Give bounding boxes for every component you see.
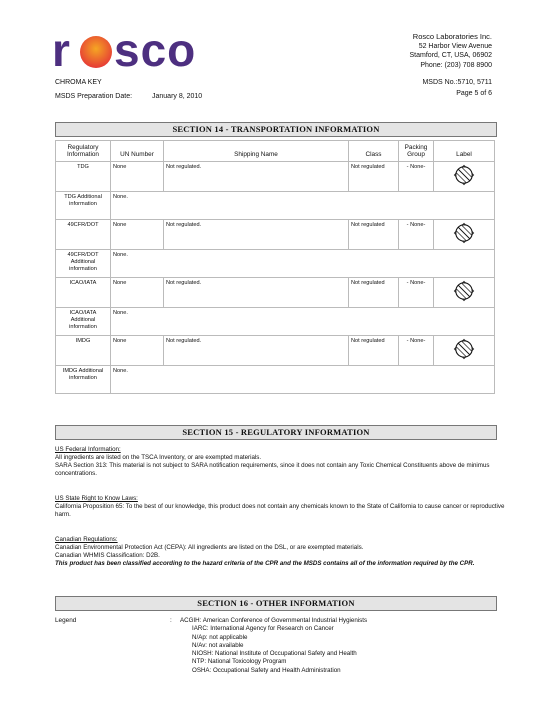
packing-group: - None-	[399, 278, 434, 308]
reg-name: 49CFR/DOT	[56, 220, 111, 250]
additional-info-value: None.	[111, 308, 495, 336]
packing-group: - None-	[399, 336, 434, 366]
section-15-title: SECTION 15 - REGULATORY INFORMATION	[55, 425, 497, 440]
shipping-name: Not regulated.	[164, 278, 349, 308]
table-row	[56, 366, 495, 394]
label-cell	[434, 278, 495, 308]
un-number: None	[111, 278, 164, 308]
table-row	[56, 278, 495, 308]
class: Not regulated	[349, 162, 399, 192]
section-14-title: SECTION 14 - TRANSPORTATION INFORMATION	[55, 122, 497, 137]
legend-item: IARC: International Agency for Research on Cancer	[192, 625, 334, 633]
legend-item: N/Ap: not applicable	[192, 633, 248, 641]
not-regulated-icon	[453, 164, 475, 186]
packing-group: - None-	[399, 162, 434, 192]
company-city: Stamford, CT, USA, 06902	[409, 52, 492, 59]
legend-item: NIOSH: National Institute of Occupational Safety and Health	[192, 650, 357, 658]
legend-item: ACGIH: American Conference of Governmental Industrial Hygienists	[180, 617, 368, 624]
un-number: None	[111, 220, 164, 250]
shipping-name: Not regulated.	[164, 220, 349, 250]
us-state-block	[55, 495, 505, 519]
col-un-number: UN Number	[111, 141, 164, 162]
col-class: Class	[349, 141, 399, 162]
label-cell	[434, 336, 495, 366]
canada-text-2: Canadian WHMIS Classification: D2B.	[55, 552, 160, 559]
page-number: Page 5 of 6	[456, 90, 492, 97]
additional-info-label: TDG Additional information	[56, 192, 111, 220]
un-number: None	[111, 162, 164, 192]
col-label: Label	[434, 141, 495, 162]
label-cell	[434, 162, 495, 192]
us-federal-heading: US Federal Information:	[55, 446, 121, 453]
transport-table	[55, 140, 495, 394]
not-regulated-icon	[453, 222, 475, 244]
not-regulated-icon	[453, 280, 475, 302]
prep-date-label: MSDS Preparation Date:	[55, 93, 133, 100]
us-federal-text-2: SARA Section 313: This material is not subject to SARA notification requirements, since it does not contain any Toxic Chemical Constituents above de minimus concentrations.	[55, 462, 490, 477]
un-number: None	[111, 336, 164, 366]
reg-name: ICAO/IATA	[56, 278, 111, 308]
class: Not regulated	[349, 220, 399, 250]
shipping-name: Not regulated.	[164, 336, 349, 366]
reg-name: TDG	[56, 162, 111, 192]
reg-name: IMDG	[56, 336, 111, 366]
table-row	[56, 336, 495, 366]
not-regulated-icon	[453, 338, 475, 360]
msds-number: MSDS No.:5710, 5711	[422, 79, 492, 86]
class: Not regulated	[349, 278, 399, 308]
us-state-heading: US State Right to Know Laws:	[55, 495, 138, 502]
table-row	[56, 250, 495, 278]
additional-info-label: 49CFR/DOT Additional information	[56, 250, 111, 278]
class: Not regulated	[349, 336, 399, 366]
additional-info-value: None.	[111, 192, 495, 220]
additional-info-value: None.	[111, 250, 495, 278]
svg-text:sco: sco	[114, 28, 197, 72]
legend-colon: :	[170, 617, 172, 624]
table-row	[56, 308, 495, 336]
col-packing-group: Packing Group	[399, 141, 434, 162]
additional-info-label: ICAO/IATA Additional information	[56, 308, 111, 336]
company-street: 52 Harbor View Avenue	[418, 42, 492, 50]
shipping-name: Not regulated.	[164, 162, 349, 192]
legend-item: NTP: National Toxicology Program	[192, 658, 287, 666]
table-row	[56, 162, 495, 192]
legend-label: Legend	[55, 617, 77, 624]
col-regulatory: Regulatory Information	[56, 141, 111, 162]
additional-info-value: None.	[111, 366, 495, 394]
legend-item: N/Av: not available	[192, 641, 244, 649]
product-name: CHROMA KEY	[55, 79, 102, 86]
company-name: Rosco Laboratories Inc.	[412, 32, 492, 41]
legend-item: OSHA: Occupational Safety and Health Administration	[192, 666, 341, 674]
packing-group: - None-	[399, 220, 434, 250]
canada-text-1: Canadian Environmental Protection Act (CEPA): All ingredients are listed on the DSL, or are exempted materials.	[55, 544, 364, 551]
table-row	[56, 192, 495, 220]
additional-info-label: IMDG Additional information	[56, 366, 111, 394]
us-federal-text-1: All ingredients are listed on the TSCA Inventory, or are exempted materials.	[55, 454, 262, 461]
legend-list	[180, 617, 367, 675]
table-row	[56, 220, 495, 250]
section-16-title: SECTION 16 - OTHER INFORMATION	[55, 596, 497, 611]
canada-heading: Canadian Regulations:	[55, 536, 118, 543]
us-state-text-1: California Proposition 65: To the best of our knowledge, this product does not contain any chemicals known to the State of California to cause cancer or reproductive harm.	[55, 503, 505, 518]
canada-text-3: This product has been classified according to the hazard criteria of the CPR and the MSDS contains all of the information required by the CPR.	[55, 560, 475, 567]
company-phone: Phone: (203) 708 8900	[420, 61, 492, 69]
label-cell	[434, 220, 495, 250]
company-address	[410, 32, 492, 70]
svg-text:r: r	[52, 28, 71, 72]
prep-date: January 8, 2010	[152, 93, 203, 100]
transport-header-row	[56, 141, 495, 162]
canada-block	[55, 536, 505, 568]
col-shipping-name: Shipping Name	[164, 141, 349, 162]
rosco-logo	[52, 28, 232, 72]
us-federal-block	[55, 446, 505, 478]
